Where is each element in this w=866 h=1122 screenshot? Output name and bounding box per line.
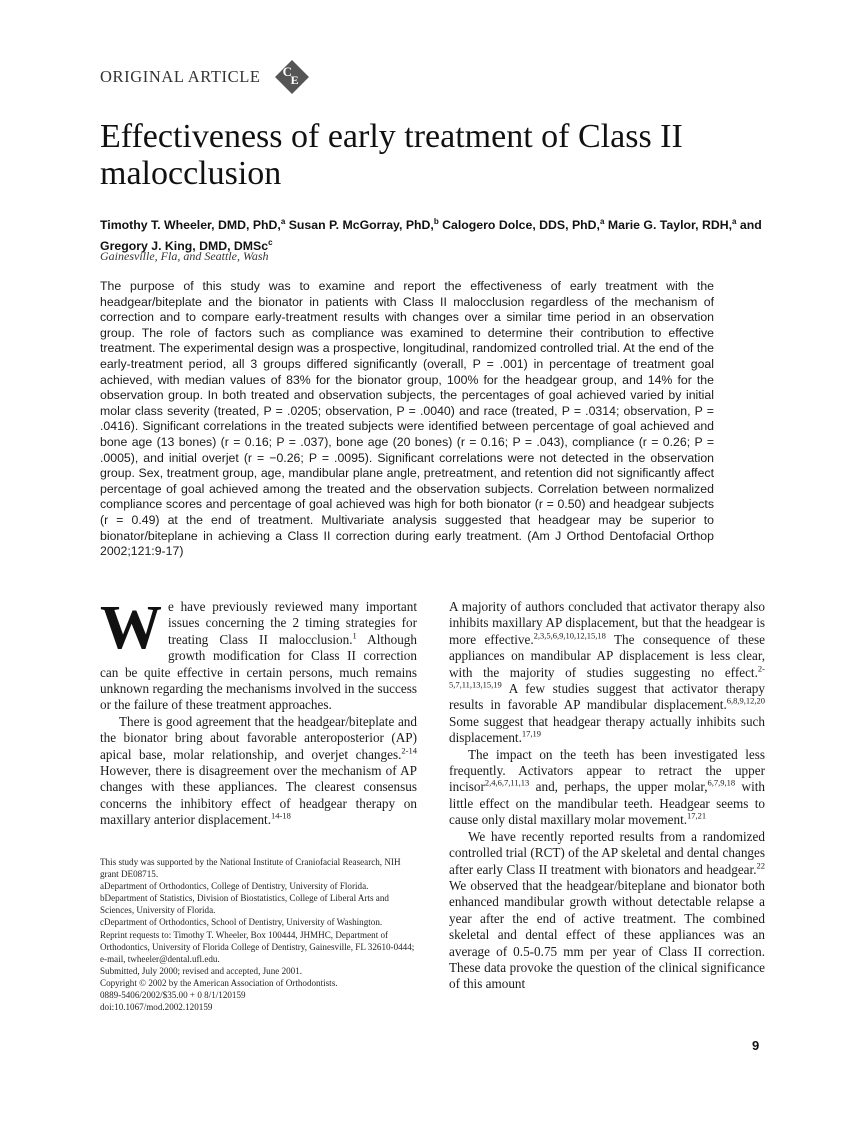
footnote-affiliation-c: cDepartment of Orthodontics, School of Dentistry, University of Washington. <box>100 917 383 928</box>
continuing-education-badge-icon <box>275 60 309 94</box>
footnote-doi: doi:10.1067/mod.2002.120159 <box>100 1002 213 1013</box>
paragraph-text: We have recently reported results from a randomized controlled trial (RCT) of the AP skeletal and dental changes after early Class II treatment with bionators and headgear.$^{22}$ We observed that the headgear/biteplane and bionator both enhanced mandibular growth without detectable relapse a year after the end of active treatment. The combined skeletal and dental effect of these appliances was an average of 0.5-0.75 mm per year of Class II correction. These data provoke the question of the clinical significance of this amount <box>449 828 765 992</box>
citation-reference: 2-5,7,11,13,15,19 <box>449 663 765 690</box>
author-location: Gainesville, Fla, and Seattle, Wash <box>100 249 269 263</box>
author-name: Calogero Dolce, DDS, PhD, <box>442 218 600 233</box>
article-title: Effectiveness of early treatment of Class II malocclusion <box>100 118 683 192</box>
paragraph-text: e have previously reviewed many important issues concerning the 2 timing strategies for treating Class II malocclusion.$^1$ Although growth modification for Class II correction can be quite effective in certain persons, much remains unknown regarding the mechanisms involved in the success or the failure of these treatment approaches. <box>100 599 417 713</box>
author-affiliation-mark: b <box>433 217 439 226</box>
footnote-reprint-requests: Reprint requests to: Timothy T. Wheeler, Box 100444, JHMHC, Department of Orthodontics, University of Florida College of Dentistry, Gainesville, FL 32610-0444; e-mail, twheeler@dental.ufl.edu. <box>100 929 415 964</box>
page-number: 9 <box>752 1038 760 1053</box>
body-paragraph <box>449 829 765 993</box>
author-name: Timothy T. Wheeler, DMD, PhD, <box>100 218 281 233</box>
body-paragraph <box>100 594 417 714</box>
author-affiliation-mark: c <box>268 238 273 248</box>
section-label: ORIGINAL ARTICLE <box>100 67 261 86</box>
footnote-submitted: Submitted, July 2000; revised and accepted, June 2001. <box>100 965 303 976</box>
author-name: and Gregory J. King, DMD, DMSc <box>100 218 762 254</box>
body-paragraph <box>449 747 765 829</box>
article-header <box>100 62 309 92</box>
footnote-affiliation-a: aDepartment of Orthodontics, College of Dentistry, University of Florida. <box>100 881 369 892</box>
footnote-copyright: Copyright © 2002 by the American Association of Orthodontists. <box>100 977 338 988</box>
footnote-affiliation-b: bDepartment of Statistics, Division of Biostatistics, College of Liberal Arts and Sciences, University of Florida. <box>100 893 389 916</box>
body-paragraph <box>449 599 765 747</box>
citation-reference: 2,4,6,7,11,13 <box>484 778 530 789</box>
body-paragraph <box>100 714 417 829</box>
author-affiliation-mark: a <box>732 217 737 226</box>
body-column-right <box>449 599 765 993</box>
author-name: Marie G. Taylor, RDH, <box>607 218 732 233</box>
footnote-funding: This study was supported by the National Institute of Craniofacial Reasearch, NIH grant DE08715. <box>100 857 401 880</box>
ce-badge-letter-e: E <box>290 73 299 87</box>
citation-reference: 6,7,9,18 <box>707 778 736 789</box>
citation-reference: 1 <box>352 630 357 641</box>
citation-reference: 2,3,5,6,9,10,12,15,18 <box>533 630 606 641</box>
author-affiliation-mark: a <box>599 217 605 226</box>
body-column-left <box>100 594 417 829</box>
author-name: Susan P. McGorray, PhD, <box>288 218 434 233</box>
abstract: The purpose of this study was to examine and report the effectiveness of early treatment with the headgear/biteplate and the bionator in patients with Class II malocclusion regardless of the mechanism of correction and to compare early-treatment results with changes over a similar time period in an observation group. The role of factors such as compliance was examined to determine their contribution to effective treatment. The experimental design was a prospective, longitudinal, randomized controlled trial. At the end of the early-treatment period, all 3 groups differed significantly (overall, P = .001) in percentage of treatment goal achieved, with median values of 83% for the bionator group, 100% for the headgear group, and 14% for the observation group. In both treated and observation subjects, the percentages of goal achieved varied by initial molar class severity (treated, P = .0205; observation, P = .0040) and race (treated, P = .0314; observation, P = .0416). Significant correlations in the treated subjects were identified between percentage of goal achieved and bone age (13 bones) (r = 0.16; P = .037), bone age (20 bones) (r = 0.16; P = .043), compliance (r = 0.26; P = .0005), and initial overjet (r = −0.26; P = .0095). Significant correlations were not detected in the observation group. Sex, treatment group, age, mandibular plane angle, pretreatment, and retention did not significantly affect percentage of goal achieved among the treated and the observation subjects. Correlation between normalized compliance scores and percentage of goal achieved was high for both bionator (r = 0.50) and headgear subjects (r = 0.49) at the end of treatment. Multivariate analysis suggested that headgear may be superior to bionator/biteplane in achieving a Class II correction during early treatment. (Am J Orthod Dentofacial Orthop 2002;121:9-17) <box>100 279 714 559</box>
footnotes <box>100 856 417 1013</box>
paragraph-text: There is good agreement that the headgear/biteplate and the bionator bring about favorable anteroposterior (AP) apical base, molar relationship, and overjet changes.$^{2-14}$ However, there is disagreement over the mechanism of AP changes with these appliances. The clearest consensus concerns the inhibitory effect of headgear therapy on maxillary anterior displacement.$^{14-18}$ <box>100 713 417 828</box>
citation-reference: 17,21 <box>687 810 707 821</box>
author-affiliation-mark: a <box>280 217 286 226</box>
citation-reference: 22 <box>756 860 765 871</box>
paragraph-text: A majority of authors concluded that activator therapy also inhibits maxillary AP displacement, but that the headgear is more effective.$^{2,3,5,6,9,10,12,15,18}$ The consequence of these appliances on mandibular AP displacement is less clear, with the majority of studies suggesting no effect.$^{2-5,7,11,13,15,19}$ A few studies suggest that activator therapy results in favorable AP mandibular displacement.$^{6,8,9,12,20}$ Some suggest that headgear therapy actually inhibits such displacement.$^{17,19}$ <box>449 599 765 746</box>
ce-badge-letter-c: C <box>282 64 292 79</box>
citation-reference: 14-18 <box>271 810 291 821</box>
citation-reference: 6,8,9,12,20 <box>726 696 765 707</box>
drop-cap: W <box>100 594 162 662</box>
citation-reference: 17,19 <box>521 728 541 739</box>
footnote-issn: 0889-5406/2002/$35.00 + 0 8/1/120159 <box>100 990 246 1001</box>
citation-reference: 2-14 <box>401 745 417 756</box>
paragraph-text: The impact on the teeth has been investigated less frequently. Activators appear to retract the upper incisor$^{2,4,6,7,11,13}$ and, perhaps, the upper molar,$^{6,7,9,18}$ with little effect on the mandibular teeth. Headgear seems to cause only distal maxillary molar movement.$^{17,21}$ <box>449 746 765 828</box>
